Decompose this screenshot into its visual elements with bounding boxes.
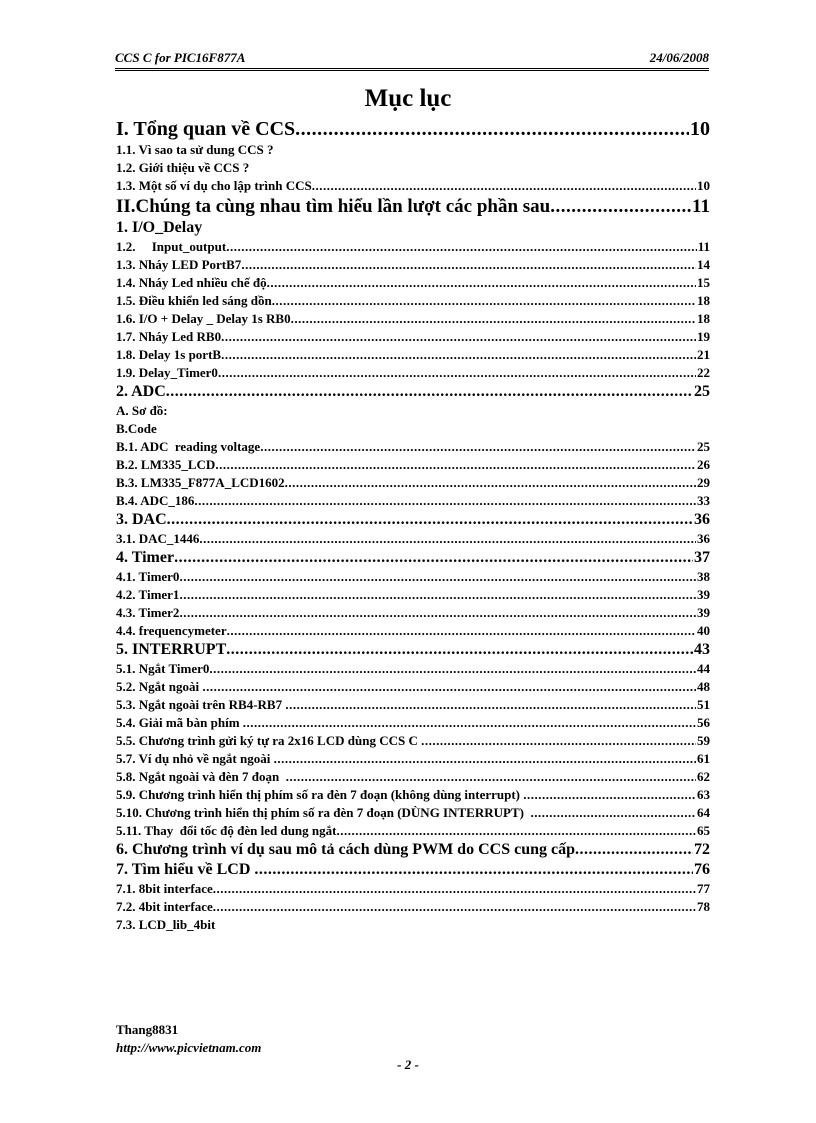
toc-entry[interactable] (116, 715, 710, 733)
toc-entry[interactable] (116, 899, 710, 917)
toc-entry-title: 1.8. Delay 1s portB (116, 347, 222, 362)
toc-entry-page: 76 (694, 861, 710, 878)
toc-entry-page: 63 (697, 787, 710, 802)
toc-entry-title: 1.2. Giới thiệu về CCS ? (116, 160, 250, 175)
toc-entry-page: 77 (697, 881, 710, 896)
toc-entry-title: 1.3. Một số ví dụ cho lập trình CCS (116, 178, 312, 193)
toc-entry-title: B.3. LM335_F877A_LCD1602 (116, 475, 285, 490)
toc-leader-dots (213, 899, 696, 915)
toc-leader-dots (174, 549, 693, 567)
toc-entry-page: 22 (697, 365, 710, 380)
toc-leader-dots (194, 493, 696, 509)
toc-entry-title: 5.1. Ngắt Timer0 (116, 661, 210, 676)
toc-entry-page: 37 (694, 549, 710, 566)
toc-entry[interactable] (116, 861, 710, 881)
toc-entry-title: 1.3. Nháy LED PortB7 (116, 257, 242, 272)
toc-entry-page: 40 (697, 623, 710, 638)
toc-entry[interactable] (116, 623, 710, 641)
toc-entry-title: 5.4. Giải mã bàn phím (116, 715, 243, 730)
toc-entry-title: 5.2. Ngắt ngoài (116, 679, 203, 694)
toc-entry-page: 36 (694, 511, 710, 528)
toc-entry-page: 36 (697, 531, 710, 546)
toc-entry-title: 5.10. Chương trình hiển thị phím số ra đèn 7 đoạn (DÙNG INTERRUPT) (116, 805, 531, 820)
toc-entry[interactable] (116, 365, 710, 383)
toc-leader-dots (179, 569, 696, 585)
toc-leader-dots (227, 623, 696, 639)
toc-leader-dots (285, 697, 696, 713)
toc-entry-title: 4. Timer (116, 549, 175, 566)
toc-entry-title: 1.2. Input_output (116, 239, 227, 254)
toc-entry-title: 1.6. I/O + Delay _ Delay 1s RB0 (116, 311, 291, 326)
toc-entry[interactable] (116, 661, 710, 679)
toc-entry-title: 3. DAC (116, 511, 167, 528)
toc-entry-page: 21 (697, 347, 710, 362)
toc-entry-page: 19 (697, 329, 710, 344)
toc-entry-title: B.1. ADC reading voltage (116, 439, 261, 454)
toc-leader-dots (226, 239, 697, 255)
toc-leader-dots (199, 531, 696, 547)
toc-entry[interactable] (116, 239, 710, 257)
toc-entry-page: 43 (694, 641, 710, 658)
toc-leader-dots (550, 196, 691, 218)
toc-entry-title: II.Chúng ta cùng nhau tìm hiểu lần lượt các phần sau (116, 196, 551, 217)
page-header (115, 48, 709, 71)
toc-entry-title: 7.3. LCD_lib_4bit (116, 917, 216, 932)
header-date: 24/06/2008 (649, 50, 709, 65)
toc-entry[interactable] (116, 733, 710, 751)
toc-entry[interactable] (116, 587, 710, 605)
toc-leader-dots (166, 383, 693, 401)
toc-entry-page: 64 (697, 805, 710, 820)
toc-leader-dots (267, 275, 696, 291)
toc-leader-dots (312, 178, 696, 194)
toc-entry[interactable] (116, 569, 710, 587)
toc-entry-page: 39 (697, 605, 710, 620)
toc-entry-page: 39 (697, 587, 710, 602)
toc-entry[interactable] (116, 275, 710, 293)
toc-entry[interactable] (116, 917, 710, 935)
toc-entry[interactable] (116, 178, 710, 196)
toc-entry[interactable] (116, 142, 710, 160)
toc-entry[interactable] (116, 403, 710, 421)
toc-entry-page: 62 (697, 769, 710, 784)
toc-leader-dots (215, 457, 696, 473)
toc-entry-page: 59 (697, 733, 710, 748)
toc-entry-title: 4.3. Timer2 (116, 605, 180, 620)
page-footer (116, 1021, 261, 1057)
toc-entry-title: 1.5. Điều khiển led sáng dồn (116, 293, 272, 308)
toc-entry[interactable] (116, 118, 710, 142)
toc-leader-dots (213, 881, 696, 897)
toc-entry[interactable] (116, 787, 710, 805)
toc-leader-dots (167, 511, 693, 529)
toc-leader-dots (179, 605, 696, 621)
toc-entry[interactable] (116, 421, 710, 439)
toc-entry[interactable] (116, 641, 710, 661)
toc-entry-title: 5.9. Chương trình hiển thị phím số ra đèn 7 đoạn (không dùng interrupt) (116, 787, 524, 802)
page-title: Mục lục (364, 85, 452, 112)
toc-entry-page: 44 (697, 661, 710, 676)
toc-entry[interactable] (116, 531, 710, 549)
toc-entry-page: 65 (697, 823, 710, 838)
toc-entry-page: 26 (697, 457, 710, 472)
toc-leader-dots (202, 679, 696, 695)
toc-leader-dots (295, 118, 689, 141)
toc-entry[interactable] (116, 751, 710, 769)
toc-entry[interactable] (116, 881, 710, 899)
toc-entry-page: 18 (697, 293, 710, 308)
toc-entry-page: 33 (697, 493, 710, 508)
toc-leader-dots (523, 787, 696, 803)
toc-leader-dots (226, 641, 693, 659)
toc-entry-page: 56 (697, 715, 710, 730)
toc-entry[interactable] (116, 511, 710, 531)
toc-entry-title: B.2. LM335_LCD (116, 457, 216, 472)
toc-entry-title: 1.1. Vì sao ta sử dung CCS ? (116, 142, 274, 157)
toc-entry-title: 2. ADC (116, 383, 166, 400)
toc-entry[interactable] (116, 196, 710, 219)
toc-entry-page: 15 (697, 275, 710, 290)
toc-leader-dots (241, 257, 696, 273)
toc-entry-page: 61 (697, 751, 710, 766)
toc-leader-dots (218, 365, 696, 381)
toc-entry[interactable] (116, 457, 710, 475)
toc-entry-title: B.4. ADC_186 (116, 493, 195, 508)
toc-entry-page: 48 (697, 679, 710, 694)
toc-leader-dots (530, 805, 696, 821)
toc-entry-title: A. Sơ đồ: (116, 403, 168, 418)
toc-entry-title: 5.8. Ngắt ngoài và đèn 7 đoạn (116, 769, 286, 784)
toc-entry-title: 4.4. frequencymeter (116, 623, 227, 638)
toc-entry[interactable] (116, 823, 710, 841)
toc-entry[interactable] (116, 347, 710, 365)
toc-entry-title: 7.2. 4bit interface (116, 899, 213, 914)
toc-entry[interactable] (116, 160, 710, 178)
toc-entry[interactable] (116, 605, 710, 623)
toc-entry-title: 1.9. Delay_Timer0 (116, 365, 218, 380)
toc-entry-title: I. Tổng quan về CCS (116, 118, 296, 140)
toc-entry-page: 78 (697, 899, 710, 914)
toc-entry-title: 1. I/O_Delay (116, 219, 203, 236)
toc-entry-title: 5.7. Ví dụ nhỏ về ngắt ngoài (116, 751, 274, 766)
toc-entry-page: 11 (697, 239, 710, 254)
header-doc-title: CCS C for PIC16F877A (115, 50, 246, 65)
toc-entry-title: 6. Chương trình ví dụ sau mô tả cách dùng PWM do CCS cung cấp (116, 841, 575, 858)
toc-entry-page: 25 (694, 383, 710, 400)
toc-leader-dots (285, 475, 696, 491)
toc-entry-title: 4.1. Timer0 (116, 569, 180, 584)
toc-entry-title: 7. Tìm hiểu về LCD (116, 861, 255, 878)
toc-leader-dots (254, 861, 693, 879)
toc-entry[interactable] (116, 383, 710, 403)
footer-url[interactable]: http://www.picvietnam.com (116, 1040, 262, 1055)
toc-leader-dots (179, 587, 696, 603)
toc-entry-title: 1.7. Nháy Led RB0 (116, 329, 222, 344)
toc-entry-page: 72 (694, 841, 710, 858)
toc-entry[interactable] (116, 475, 710, 493)
toc-entry-title: 5. INTERRUPT (116, 641, 227, 658)
toc-entry-page: 51 (697, 697, 710, 712)
toc-entry-title: 4.2. Timer1 (116, 587, 180, 602)
page-number: - 2 - (397, 1057, 419, 1072)
toc-entry-title: 3.1. DAC_1446 (116, 531, 200, 546)
toc-entry[interactable] (116, 841, 710, 861)
toc-entry[interactable] (116, 769, 710, 787)
toc-entry[interactable] (116, 493, 710, 511)
toc-leader-dots (272, 293, 696, 309)
toc-entry[interactable] (116, 805, 710, 823)
toc-entry[interactable] (116, 679, 710, 697)
toc-leader-dots (421, 733, 696, 749)
toc-entry-title: 5.3. Ngắt ngoài trên RB4-RB7 (116, 697, 286, 712)
toc-entry-page: 18 (697, 311, 710, 326)
toc-entry-title: 5.11. Thay đổi tốc độ đèn led dung ngắt (116, 823, 337, 838)
toc-entry-title: 7.1. 8bit interface (116, 881, 213, 896)
toc-entry-page: 11 (692, 196, 710, 217)
toc-entry-page: 29 (697, 475, 710, 490)
toc-entry[interactable] (116, 697, 710, 715)
toc-leader-dots (221, 329, 696, 345)
toc-entry-title: 5.5. Chương trình gửi ký tự ra 2x16 LCD dùng CCS C (116, 733, 422, 748)
toc-entry[interactable] (116, 329, 710, 347)
toc-entry[interactable] (116, 439, 710, 457)
toc-leader-dots (575, 841, 693, 859)
toc-entry-title: B.Code (116, 421, 157, 436)
toc-entry[interactable] (116, 293, 710, 311)
toc-entry-page: 10 (697, 178, 710, 193)
toc-entry[interactable] (116, 257, 710, 275)
toc-leader-dots (209, 661, 696, 677)
toc-entry[interactable] (116, 311, 710, 329)
toc-leader-dots (221, 347, 696, 363)
toc-entry[interactable] (116, 219, 710, 239)
toc-leader-dots (291, 311, 696, 327)
toc-leader-dots (243, 715, 696, 731)
toc-entry-page: 14 (697, 257, 710, 272)
toc-leader-dots (260, 439, 696, 455)
toc-leader-dots (286, 769, 696, 785)
toc-entry-title: 1.4. Nháy Led nhiều chế độ (116, 275, 267, 290)
toc-entry-page: 38 (697, 569, 710, 584)
toc-entry-page: 25 (697, 439, 710, 454)
footer-author: Thang8831 (116, 1022, 179, 1037)
toc-entry-page: 10 (690, 118, 710, 140)
toc-entry[interactable] (116, 549, 710, 569)
table-of-contents (116, 118, 710, 935)
toc-leader-dots (274, 751, 696, 767)
toc-leader-dots (336, 823, 696, 839)
